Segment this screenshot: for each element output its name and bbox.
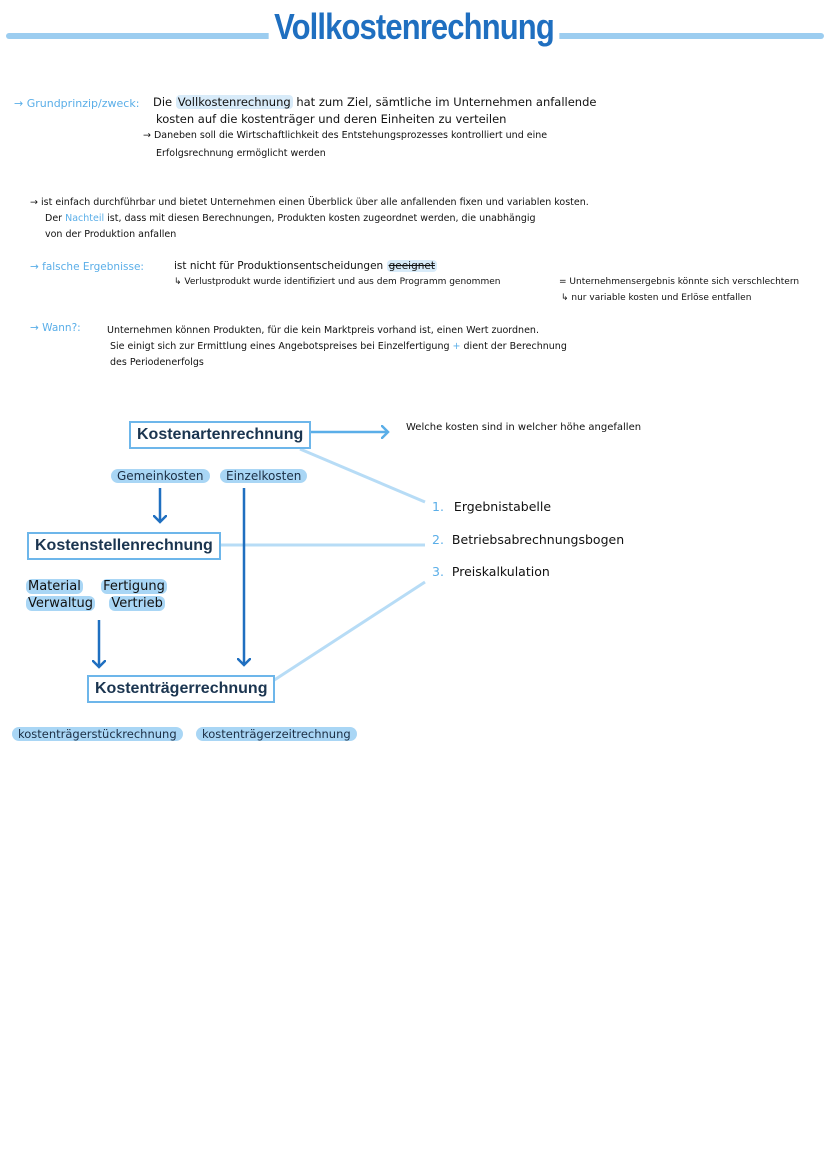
p3-line2: ↳ Verlustprodukt wurde identifiziert und aus dem Programm genommen bbox=[174, 277, 501, 287]
list-item-1 bbox=[432, 499, 551, 514]
plus-sign: + bbox=[452, 341, 461, 352]
fertigung-label: Fertigung bbox=[103, 579, 165, 594]
box-kostenstellenrechnung: Kostenstellenrechnung bbox=[27, 532, 221, 560]
p1-line4: Erfolgsrechnung ermöglicht werden bbox=[156, 148, 326, 159]
p3-line1-a: ist nicht für Produktionsentscheidungen bbox=[174, 260, 384, 272]
material-label: Material bbox=[28, 579, 81, 594]
p1-line1-c: hat zum Ziel, sämtliche im Unternehmen anfallende bbox=[296, 95, 597, 109]
p3-right1: = Unternehmensergebnis könnte sich verschlechtern bbox=[559, 277, 800, 287]
verwaltung-row bbox=[26, 596, 165, 611]
material-row bbox=[26, 579, 167, 594]
p1-highlight: Vollkostenrechnung bbox=[177, 95, 291, 109]
p1-line2: kosten auf die kostenträger und deren Einheiten zu verteilen bbox=[156, 112, 507, 126]
box-kostenartenrechnung: Kostenartenrechnung bbox=[129, 421, 311, 449]
list-text-1: Ergebnistabelle bbox=[453, 499, 552, 514]
list-num-1: 1. bbox=[432, 499, 444, 514]
box-kostentraegerrechnung: Kostenträgerrechnung bbox=[87, 675, 275, 703]
nachteil-word: Nachteil bbox=[65, 213, 105, 224]
p2-line3: von der Produktion anfallen bbox=[45, 229, 177, 240]
connector-kostenarten bbox=[300, 449, 425, 502]
pill-gemeinkosten: Gemeinkosten bbox=[111, 469, 210, 483]
p1-line3: → Daneben soll die Wirtschaftlichkeit des Entstehungsprozesses kontrolliert und eine bbox=[143, 130, 548, 141]
pill-einzelkosten: Einzelkosten bbox=[220, 469, 307, 483]
pill-zeitrechnung: kostenträgerzeitrechnung bbox=[196, 727, 357, 741]
pill-stueckrechnung: kostenträgerstückrechnung bbox=[12, 727, 183, 741]
list-item-2 bbox=[432, 532, 624, 547]
list-item-3 bbox=[432, 564, 550, 579]
verwaltung-label: Verwaltug bbox=[28, 596, 94, 611]
p2-line1: → ist einfach durchführbar und bietet Unternehmen einen Überblick über alle anfallenden fixen und variablen kosten. bbox=[30, 197, 589, 208]
list-text-3: Preiskalkulation bbox=[451, 564, 550, 579]
grundprinzip-label: → Grundprinzip/zweck: bbox=[14, 97, 140, 110]
p2-line2-a: Der bbox=[45, 213, 63, 224]
page-title: Vollkostenrechnung bbox=[58, 6, 770, 48]
geeignet-word: geeignet bbox=[388, 260, 435, 272]
p2-line2-c: ist, dass mit diesen Berechnungen, Produkten kosten zugeordnet werden, die unabhängig bbox=[107, 213, 536, 224]
p4-line2-a: Sie einigt sich zur Ermittlung eines Angebotspreises bei Einzelfertigung bbox=[110, 341, 450, 352]
vertrieb-label: Vertrieb bbox=[111, 596, 163, 611]
falsche-ergebnisse-label: → falsche Ergebnisse: bbox=[30, 261, 144, 273]
wann-label: → Wann?: bbox=[30, 322, 81, 334]
p4-line1: Unternehmen können Produkten, für die kein Marktpreis vorhand ist, einen Wert zuordnen. bbox=[107, 325, 539, 336]
p4-line2-c: dient der Berechnung bbox=[463, 341, 567, 352]
list-num-3: 3. bbox=[432, 564, 444, 579]
p3-right2: ↳ nur variable kosten und Erlöse entfallen bbox=[561, 293, 752, 303]
list-num-2: 2. bbox=[432, 532, 444, 547]
p1-line1-a: Die bbox=[153, 95, 173, 109]
list-text-2: Betriebsabrechnungsbogen bbox=[451, 532, 625, 547]
p4-line3: des Periodenerfolgs bbox=[110, 357, 204, 368]
connector-kostentraeger bbox=[262, 582, 425, 688]
arrow-note: Welche kosten sind in welcher höhe angefallen bbox=[406, 422, 642, 433]
